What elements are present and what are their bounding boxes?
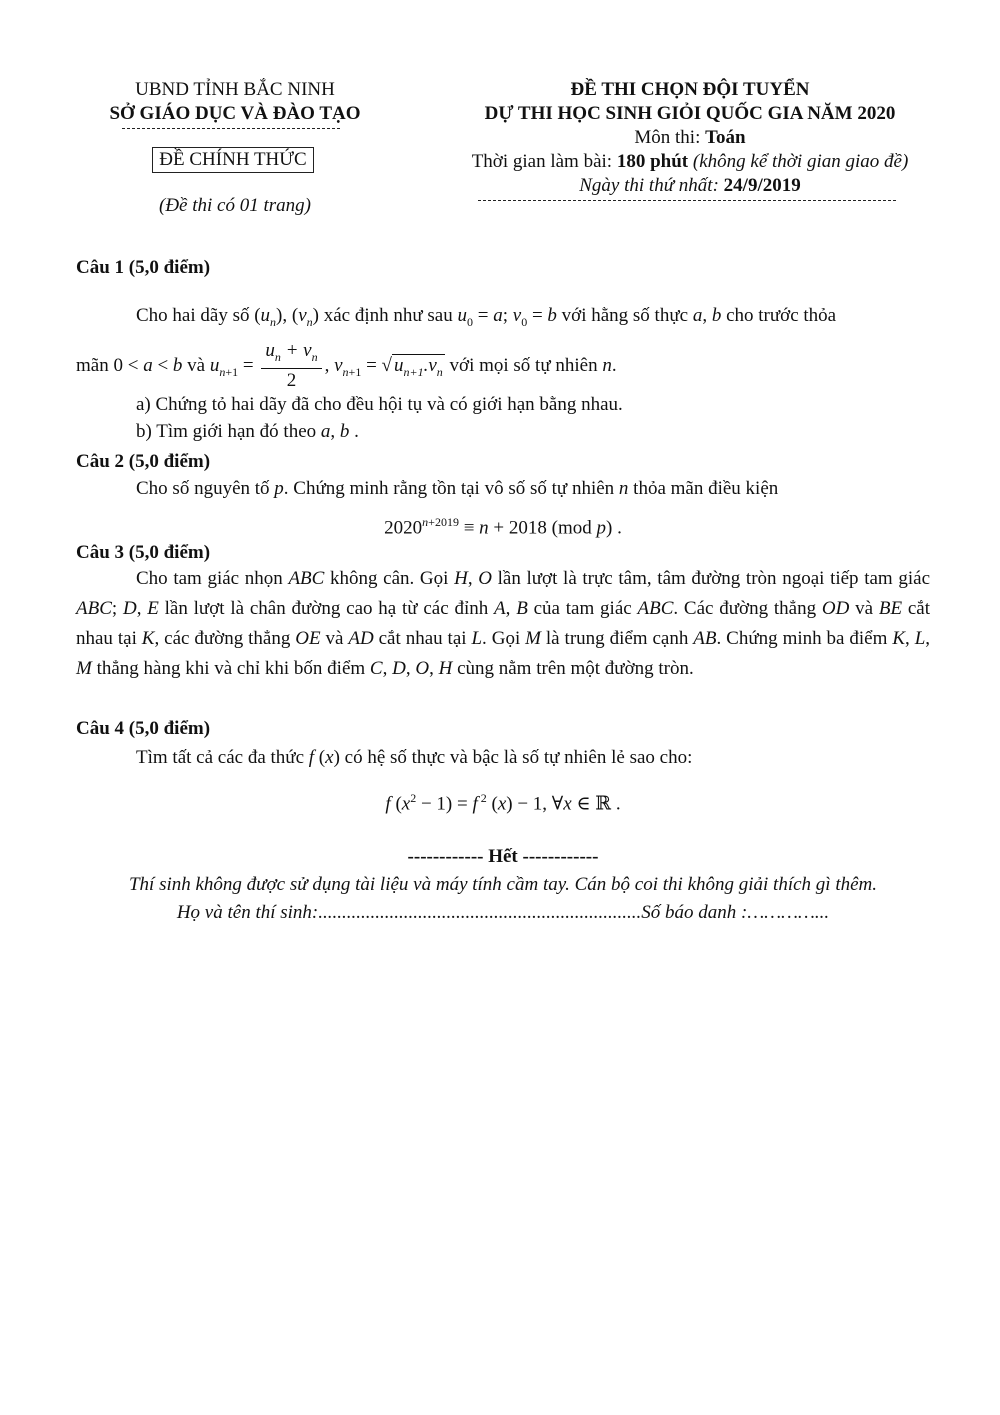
- exam-subtitle: DỰ THI HỌC SINH GIỎI QUỐC GIA NĂM 2020: [484, 103, 896, 124]
- p-math: p: [274, 478, 284, 499]
- time-line: [440, 150, 940, 174]
- text: là trung điểm cạnh: [540, 628, 694, 649]
- text: thẳng hàng khi và chỉ khi bốn điểm: [91, 658, 370, 679]
- text: cắt nhau tại: [373, 628, 472, 649]
- authority-name: UBND TỈNH BẮC NINH: [135, 79, 335, 100]
- subject-label: Môn thi:: [634, 127, 706, 148]
- date-value: 24/9/2019: [723, 175, 801, 196]
- q2-statement: [76, 474, 930, 504]
- text: . Các đường thẳng: [673, 598, 822, 619]
- q3-title: Câu 3 (5,0 điểm): [76, 542, 211, 563]
- text: lần lượt là chân đường cao hạ từ các đỉnh: [158, 598, 495, 619]
- q4-equation: f $(x^2 - 1) = f$ $^2$ (x) − 1, ∀x ∈ ℝ .: [385, 791, 621, 815]
- text: .: [354, 421, 359, 442]
- subject-line: [440, 126, 940, 150]
- ab-math: a: [320, 421, 331, 442]
- date-label: Ngày thi thứ nhất:: [579, 175, 724, 196]
- date-line: [440, 174, 940, 198]
- inequality-math: 0 < a < b: [113, 354, 183, 376]
- q4-statement: [76, 743, 930, 773]
- constants-math: a: [692, 305, 703, 326]
- text: xác định như sau: [318, 305, 458, 326]
- time-value: 180 phút: [616, 151, 689, 172]
- n-math: n: [602, 354, 612, 376]
- text: có hệ số thực và bậc là số tự nhiên lẻ sao cho:: [339, 747, 693, 768]
- right-divider: [478, 200, 896, 201]
- text: và: [849, 598, 879, 619]
- end-marker: ------------ Hết ------------: [407, 846, 599, 867]
- text: thỏa mãn điều kiện: [628, 478, 779, 499]
- pages-note: (Đề thi có 01 trang): [159, 195, 311, 216]
- text: . Chứng minh ba điểm: [716, 628, 893, 649]
- header-right: [440, 78, 940, 198]
- text: không cân. Gọi: [324, 568, 455, 589]
- text: với mọi số tự nhiên: [444, 354, 603, 376]
- text: . Gọi: [482, 628, 526, 649]
- q1-recurrence: mãn 0 < a < b và $u_{n+1}$ = $\frac{u_n + v_n}{2}$ , $v_{n+1}$ = √ $u_{n+1}.v_n$ với mọi số tự nhiên n.: [76, 340, 617, 391]
- q2-title: Câu 2 (5,0 điểm): [76, 451, 211, 472]
- text: Cho số nguyên tố: [136, 478, 275, 499]
- text: Tìm tất cả các đa thức: [136, 747, 309, 768]
- left-divider: [122, 128, 340, 129]
- q1-title: Câu 1 (5,0 điểm): [76, 257, 211, 278]
- text: cho trước thỏa: [721, 305, 837, 326]
- exam-note: Thí sinh không được sử dụng tài liệu và máy tính cầm tay. Cán bộ coi thi không giải thích gì thêm.: [128, 874, 878, 895]
- q3-statement: Cho tam giác nhọn ABC không cân. Gọi H, O lần lượt là trực tâm, tâm đường tròn ngoại tiếp tam giác ABC; D, E lần lượt là chân đường cao hạ từ các đỉnh A, B của tam giác ABC. Các đường thẳng OD và BE cắt nhau tại K, các đường thẳng OE và AD cắt nhau tại L. Gọi M là trung điểm cạnh AB. Chứng minh ba điểm K, L, M thẳng hàng khi và chỉ khi bốn điểm C, D, O, H cùng nằm trên một đường tròn.: [76, 568, 931, 679]
- q1-part-a: a) Chứng tỏ hai dãy đã cho đều hội tụ và có giới hạn bằng nhau.: [136, 394, 623, 415]
- initial-values-math: $u_0 = a$; $v_0 = b$: [457, 305, 557, 329]
- time-label: Thời gian làm bài:: [471, 151, 617, 172]
- text: mãn: [76, 354, 114, 376]
- time-note: (không kể thời gian giao đề): [688, 151, 909, 172]
- fx-math: f (x): [308, 747, 340, 768]
- q4-title: Câu 4 (5,0 điểm): [76, 718, 211, 739]
- text: với hằng số thực: [556, 305, 693, 326]
- candidate-info-line: Họ và tên thí sinh:....................................................................Số báo danh :…………...: [176, 902, 830, 923]
- recurrence-math: $u_{n+1}$ = $\frac{u_n + v_n}{2}$ , $v_{n+1}$ = √ $u_{n+1}.v_n$: [209, 340, 443, 391]
- text: Cho hai dãy số: [136, 305, 255, 326]
- q2-congruence: $2020^{n+2019} \equiv n + 2018$ (mod p) .: [384, 515, 622, 539]
- official-stamp: ĐỀ CHÍNH THỨC: [152, 147, 314, 173]
- q1-part-b: b) Tìm giới hạn đó theo a, b .: [136, 421, 359, 442]
- text: ;: [111, 598, 123, 619]
- text: của tam giác: [527, 598, 638, 619]
- text: và: [320, 628, 349, 649]
- text: cắt nhau tại: [76, 598, 931, 649]
- text: b) Tìm giới hạn đó theo: [136, 421, 321, 442]
- department-name: SỞ GIÁO DỤC VÀ ĐÀO TẠO: [109, 103, 361, 124]
- header-left: [80, 78, 390, 126]
- q1-statement: Cho hai dãy số $(u_n)$, $(v_n)$ xác định như sau $u_0 = a$; $v_0 = b$ với hằng số thực a, b cho trước thỏa: [136, 305, 837, 329]
- text: lần lượt là trực tâm, tâm đường tròn ngoại tiếp tam giác: [491, 568, 931, 589]
- exam-title: ĐỀ THI CHỌN ĐỘI TUYỂN: [570, 79, 810, 100]
- text: . Chứng minh rằng tồn tại vô số số tự nhiên: [283, 478, 619, 499]
- text: , các đường thẳng: [154, 628, 296, 649]
- text: Cho tam giác nhọn: [136, 568, 289, 589]
- text: và: [182, 354, 210, 376]
- n-math: n: [618, 478, 629, 499]
- sequences-math: $(u_n)$, $(v_n)$: [254, 305, 319, 329]
- text: cùng nằm trên một đường tròn.: [452, 658, 694, 679]
- subject-value: Toán: [705, 127, 746, 148]
